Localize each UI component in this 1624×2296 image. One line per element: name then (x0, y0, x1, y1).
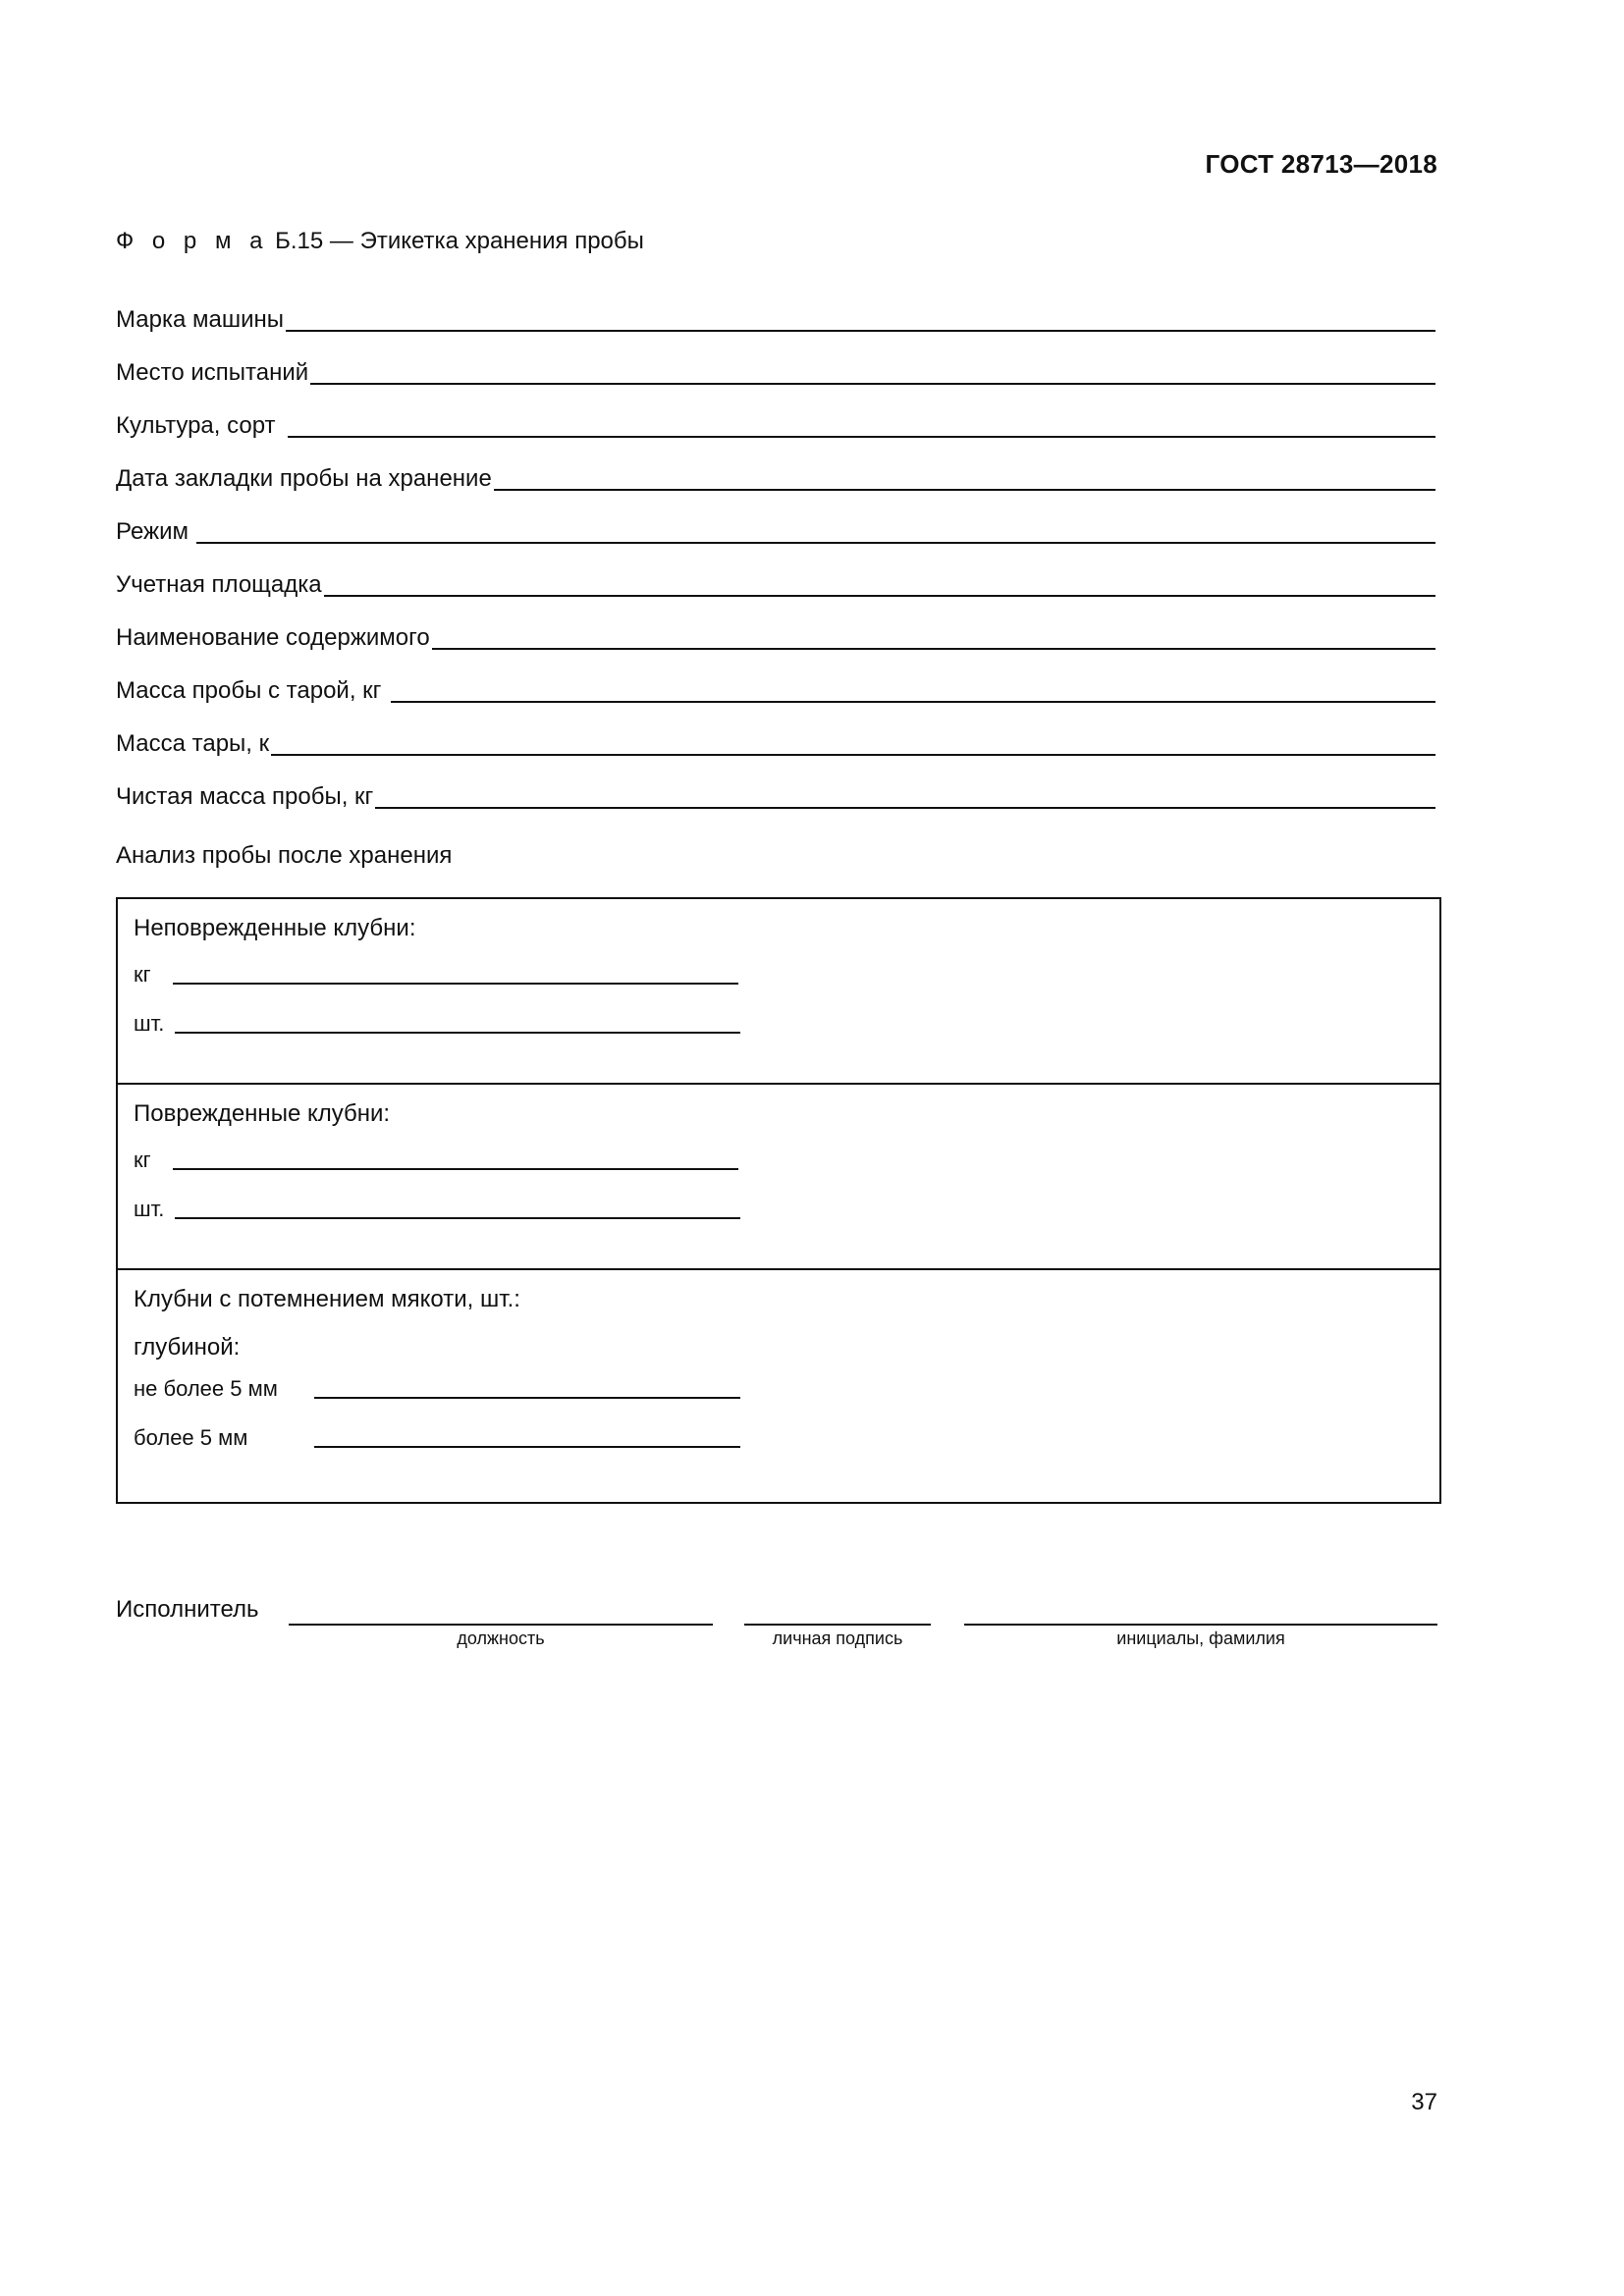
analysis-label: Анализ пробы после хранения (116, 842, 453, 869)
form-title-prefix: Ф о р м а (116, 228, 269, 254)
unit-label: кг (134, 962, 151, 987)
fill-line[interactable] (494, 461, 1435, 491)
row-label: не более 5 мм (134, 1376, 278, 1401)
field-label: Масса тары, к (116, 730, 270, 757)
fill-line[interactable] (271, 726, 1435, 756)
signature-caption: личная подпись (772, 1629, 903, 1648)
fill-line[interactable] (196, 514, 1435, 544)
fill-line[interactable] (314, 1373, 740, 1399)
field-label: Режим (116, 518, 189, 545)
field-contents-name[interactable] (116, 613, 1435, 652)
position-line[interactable] (289, 1622, 713, 1626)
fill-line[interactable] (173, 1145, 738, 1170)
box-undamaged-tubers (116, 897, 1441, 1085)
name-caption: инициалы, фамилия (1116, 1629, 1285, 1648)
fill-line[interactable] (310, 355, 1435, 385)
row-depth-over-5mm[interactable] (134, 1419, 740, 1451)
field-plot[interactable] (116, 560, 1435, 599)
unit-label: шт. (134, 1011, 165, 1036)
signature-line[interactable] (744, 1622, 931, 1626)
box-damaged-tubers (116, 1083, 1441, 1270)
box-title: Поврежденные клубни: (134, 1100, 391, 1127)
field-label: Учетная площадка (116, 571, 322, 598)
form-title (116, 228, 644, 255)
fill-line[interactable] (175, 1008, 740, 1034)
standard-designation: ГОСТ 28713—2018 (1205, 149, 1437, 179)
field-net-mass[interactable] (116, 772, 1435, 811)
field-label: Место испытаний (116, 359, 309, 386)
fill-line[interactable] (391, 673, 1435, 703)
box-darkened-tubers (116, 1268, 1441, 1504)
box-title: Неповрежденные клубни: (134, 915, 416, 941)
field-label: Марка машины (116, 306, 285, 333)
field-crop-variety[interactable] (116, 400, 1435, 440)
row-label: более 5 мм (134, 1425, 248, 1450)
field-label: Масса пробы с тарой, кг (116, 677, 382, 704)
field-mode[interactable] (116, 507, 1435, 546)
fill-line[interactable] (288, 408, 1435, 438)
row-kg[interactable] (134, 956, 738, 988)
fill-line[interactable] (286, 302, 1435, 332)
field-label: Дата закладки пробы на хранение (116, 465, 492, 492)
fill-line[interactable] (173, 959, 738, 985)
executor-label: Исполнитель (116, 1596, 259, 1623)
fill-line[interactable] (375, 779, 1435, 809)
unit-label: шт. (134, 1197, 165, 1221)
field-machine-brand[interactable] (116, 294, 1435, 334)
row-pcs[interactable] (134, 1191, 740, 1222)
field-label: Культура, сорт (116, 412, 276, 439)
field-test-site[interactable] (116, 347, 1435, 387)
depth-label: глубиной: (134, 1334, 241, 1361)
field-storage-date[interactable] (116, 454, 1435, 493)
row-kg[interactable] (134, 1142, 738, 1173)
row-pcs[interactable] (134, 1005, 740, 1037)
name-line[interactable] (964, 1622, 1437, 1626)
form-title-text: Б.15 — Этикетка хранения пробы (268, 228, 644, 254)
fill-line[interactable] (314, 1422, 740, 1448)
fill-line[interactable] (432, 620, 1435, 650)
field-gross-mass[interactable] (116, 666, 1435, 705)
field-label: Наименование содержимого (116, 624, 430, 651)
unit-label: кг (134, 1148, 151, 1172)
fill-line[interactable] (175, 1194, 740, 1219)
row-depth-up-to-5mm[interactable] (134, 1370, 740, 1402)
fill-line[interactable] (324, 567, 1435, 597)
field-tare-mass[interactable] (116, 719, 1435, 758)
box-title: Клубни с потемнением мякоти, шт.: (134, 1286, 520, 1312)
field-label: Чистая масса пробы, кг (116, 783, 374, 810)
page-number: 37 (1411, 2089, 1437, 2115)
position-caption: должность (457, 1629, 545, 1648)
